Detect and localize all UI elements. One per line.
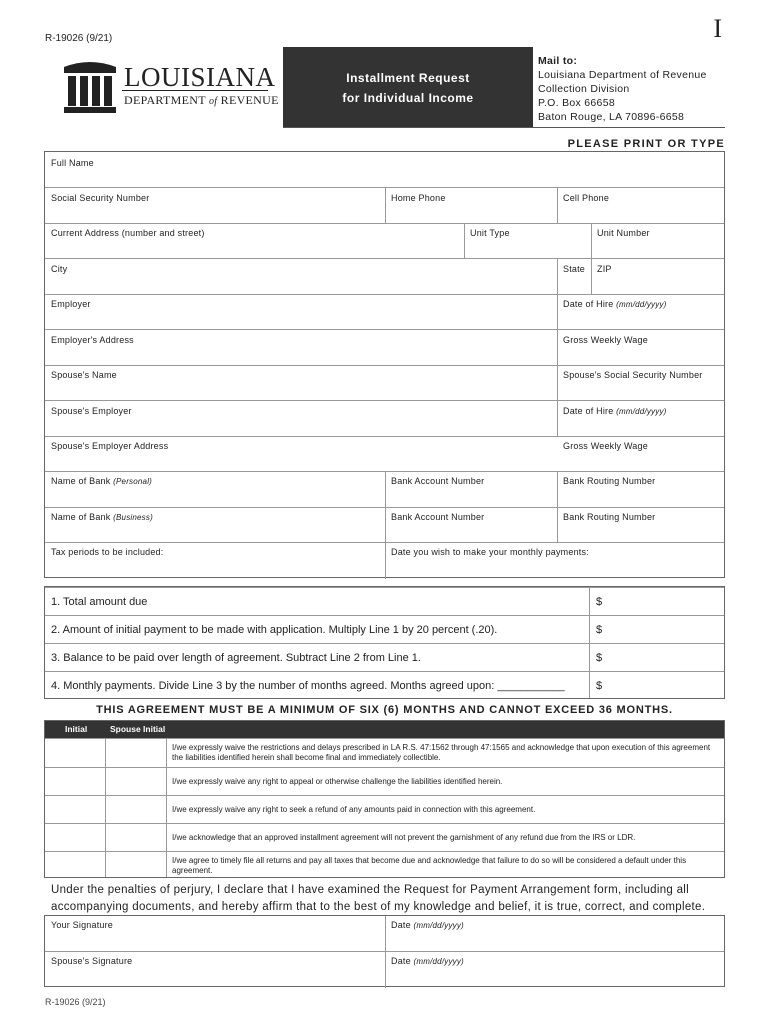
- spouse-signature-field[interactable]: Spouse's Signature: [51, 956, 133, 966]
- corner-mark: I: [713, 14, 722, 43]
- state-field[interactable]: State: [563, 264, 586, 274]
- address-field[interactable]: Current Address (number and street): [51, 228, 205, 238]
- home-phone-field[interactable]: Home Phone: [391, 193, 446, 203]
- payment-calculation: [44, 586, 725, 699]
- bank-routing-business-field[interactable]: Bank Routing Number: [563, 512, 656, 522]
- form-title: Installment Request for Individual Income: [283, 47, 533, 128]
- signature-block: [44, 915, 725, 987]
- employer-address-field[interactable]: Employer's Address: [51, 335, 134, 345]
- calc-line-3[interactable]: 3. Balance to be paid over length of agreement. Subtract Line 2 from Line 1. $: [45, 643, 724, 672]
- tax-periods-field[interactable]: Tax periods to be included:: [51, 547, 164, 557]
- form-code: R-19026 (9/21): [45, 33, 113, 44]
- bank-routing-personal-field[interactable]: Bank Routing Number: [563, 476, 656, 486]
- acknowledgement-row[interactable]: I/we expressly waive the restrictions and delays prescribed in LA R.S. 47:1562 through 47:1565 and acknowledge that upon execution of this agreement the liabilities identified herein shall become final and immediately collectible.: [45, 738, 724, 767]
- spouse-gross-weekly-wage-field[interactable]: Gross Weekly Wage: [563, 441, 648, 451]
- date-of-hire-field[interactable]: Date of Hire (mm/dd/yyyy): [563, 299, 667, 309]
- unit-type-field[interactable]: Unit Type: [470, 228, 510, 238]
- gross-weekly-wage-field[interactable]: Gross Weekly Wage: [563, 335, 648, 345]
- calc-line-1[interactable]: 1. Total amount due $: [45, 587, 724, 616]
- acknowledgement-row[interactable]: I/we expressly waive any right to appeal or otherwise challenge the liabilities identified herein.: [45, 767, 724, 796]
- full-name-field[interactable]: Full Name: [51, 158, 94, 168]
- logo-name: LOUISIANA: [124, 62, 276, 92]
- agreement-notice: THIS AGREEMENT MUST BE A MINIMUM OF SIX (6) MONTHS AND CANNOT EXCEED 36 MONTHS.: [96, 704, 673, 716]
- logo-department: DEPARTMENT of REVENUE: [124, 93, 279, 107]
- calc-line-2[interactable]: 2. Amount of initial payment to be made with application. Multiply Line 1 by 20 percent (.20). $: [45, 615, 724, 644]
- acknowledgement-header: Initial Spouse Initial: [45, 721, 724, 738]
- your-signature-field[interactable]: Your Signature: [51, 920, 114, 930]
- header-divider: [283, 127, 725, 128]
- calc-line-4[interactable]: 4. Monthly payments. Divide Line 3 by the number of months agreed. Months agreed upon: ___________ $: [45, 671, 724, 700]
- payment-date-field[interactable]: Date you wish to make your monthly payments:: [391, 547, 589, 557]
- print-notice: PLEASE PRINT OR TYPE: [567, 138, 725, 150]
- mail-to-block: Mail to: Louisiana Department of Revenue Collection Division P.O. Box 66658 Baton Rouge, LA 70896-6658: [538, 55, 707, 123]
- acknowledgement-row[interactable]: I/we expressly waive any right to seek a refund of any amounts paid in connection with this agreement.: [45, 795, 724, 824]
- cell-phone-field[interactable]: Cell Phone: [563, 193, 610, 203]
- bank-account-business-field[interactable]: Bank Account Number: [391, 512, 485, 522]
- acknowledgement-table: [44, 720, 725, 878]
- city-field[interactable]: City: [51, 264, 68, 274]
- perjury-statement: Under the penalties of perjury, I declare that I have examined the Request for Payment Arrangement form, including all accompanying documents, and hereby affirm that to the best of my knowledge and belief, it is true, correct, and complete.: [51, 884, 706, 913]
- bank-account-personal-field[interactable]: Bank Account Number: [391, 476, 485, 486]
- acknowledgement-row[interactable]: I/we acknowledge that an approved installment agreement will not prevent the garnishment of any refund due from the IRS or LDR.: [45, 823, 724, 852]
- spouse-employer-address-field[interactable]: Spouse's Employer Address: [51, 441, 169, 451]
- footer-form-code: R-19026 (9/21): [45, 997, 106, 1007]
- spouse-employer-field[interactable]: Spouse's Employer: [51, 406, 132, 416]
- spouse-ssn-field[interactable]: Spouse's Social Security Number: [563, 370, 703, 380]
- spouse-signature-date-field[interactable]: Date (mm/dd/yyyy): [391, 956, 464, 966]
- bank-name-personal-field[interactable]: Name of Bank (Personal): [51, 476, 153, 486]
- signature-date-field[interactable]: Date (mm/dd/yyyy): [391, 920, 464, 930]
- unit-number-field[interactable]: Unit Number: [597, 228, 650, 238]
- acknowledgement-row[interactable]: I/we agree to timely file all returns and pay all taxes that become due and acknowledge that failure to do so will be considered a default under this agreement.: [45, 851, 724, 880]
- spouse-name-field[interactable]: Spouse's Name: [51, 370, 117, 380]
- bank-name-business-field[interactable]: Name of Bank (Business): [51, 512, 153, 522]
- ssn-field[interactable]: Social Security Number: [51, 193, 150, 203]
- zip-field[interactable]: ZIP: [597, 264, 612, 274]
- applicant-info-grid: [44, 151, 725, 578]
- employer-field[interactable]: Employer: [51, 299, 91, 309]
- spouse-date-of-hire-field[interactable]: Date of Hire (mm/dd/yyyy): [563, 406, 667, 416]
